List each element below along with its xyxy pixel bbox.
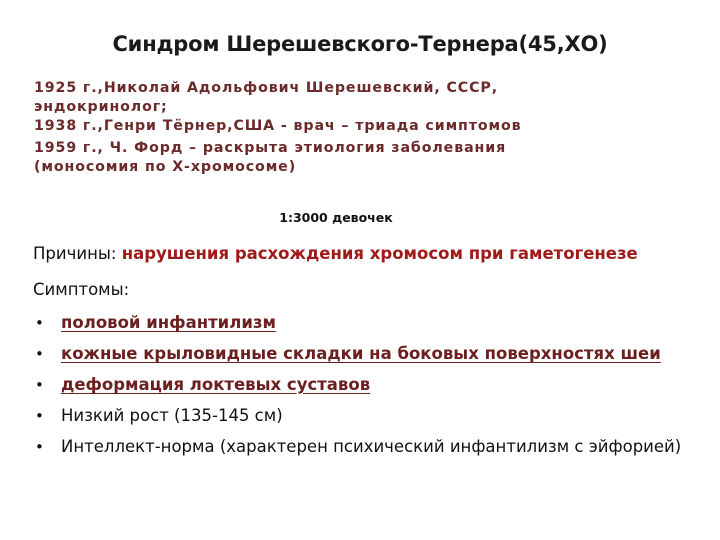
- symptoms-list: [33, 311, 693, 466]
- list-item: [33, 404, 693, 428]
- causes-value: нарушения расхождения хромосом при гаметогенезе: [121, 244, 638, 263]
- list-item: [33, 342, 693, 366]
- symptom-link[interactable]: кожные крыловидные складки на боковых поверхностях шеи: [61, 344, 661, 363]
- list-item: [33, 311, 693, 335]
- bullet-icon: •: [35, 438, 44, 456]
- symptom-link[interactable]: деформация локтевых суставов: [61, 375, 371, 394]
- symptom-text: Интеллект-норма (характерен психический инфантилизм с эйфорией): [61, 437, 682, 456]
- history-line: 1925 г.,Николай Адольфович Шерешевский, СССР,: [34, 80, 498, 96]
- frequency-note: [0, 210, 720, 225]
- history-line: 1938 г.,Генри Тёрнер,США - врач – триада симптомов: [34, 118, 522, 134]
- symptoms-heading: Симптомы:: [33, 280, 130, 299]
- bullet-icon: •: [35, 314, 44, 332]
- history-line: (моносомия по Х-хромосоме): [34, 159, 297, 175]
- history-line: эндокринолог;: [34, 99, 168, 115]
- history-block: [34, 79, 684, 177]
- causes-label: Причины:: [33, 244, 122, 263]
- symptom-link[interactable]: половой инфантилизм: [61, 313, 276, 332]
- frequency-text: 1:3000 девочек: [279, 210, 393, 225]
- bullet-icon: •: [35, 376, 44, 394]
- history-line: 1959 г., Ч. Форд – раскрыта этиология заболевания: [34, 140, 507, 156]
- list-item: [33, 435, 693, 459]
- list-item: [33, 373, 693, 397]
- bullet-icon: •: [35, 345, 44, 363]
- causes-line: [33, 243, 720, 265]
- bullet-icon: •: [35, 407, 44, 425]
- symptom-text: Низкий рост (135-145 см): [61, 406, 283, 425]
- slide-title: Синдром Шерешевского-Тернера(45,ХО): [112, 32, 608, 56]
